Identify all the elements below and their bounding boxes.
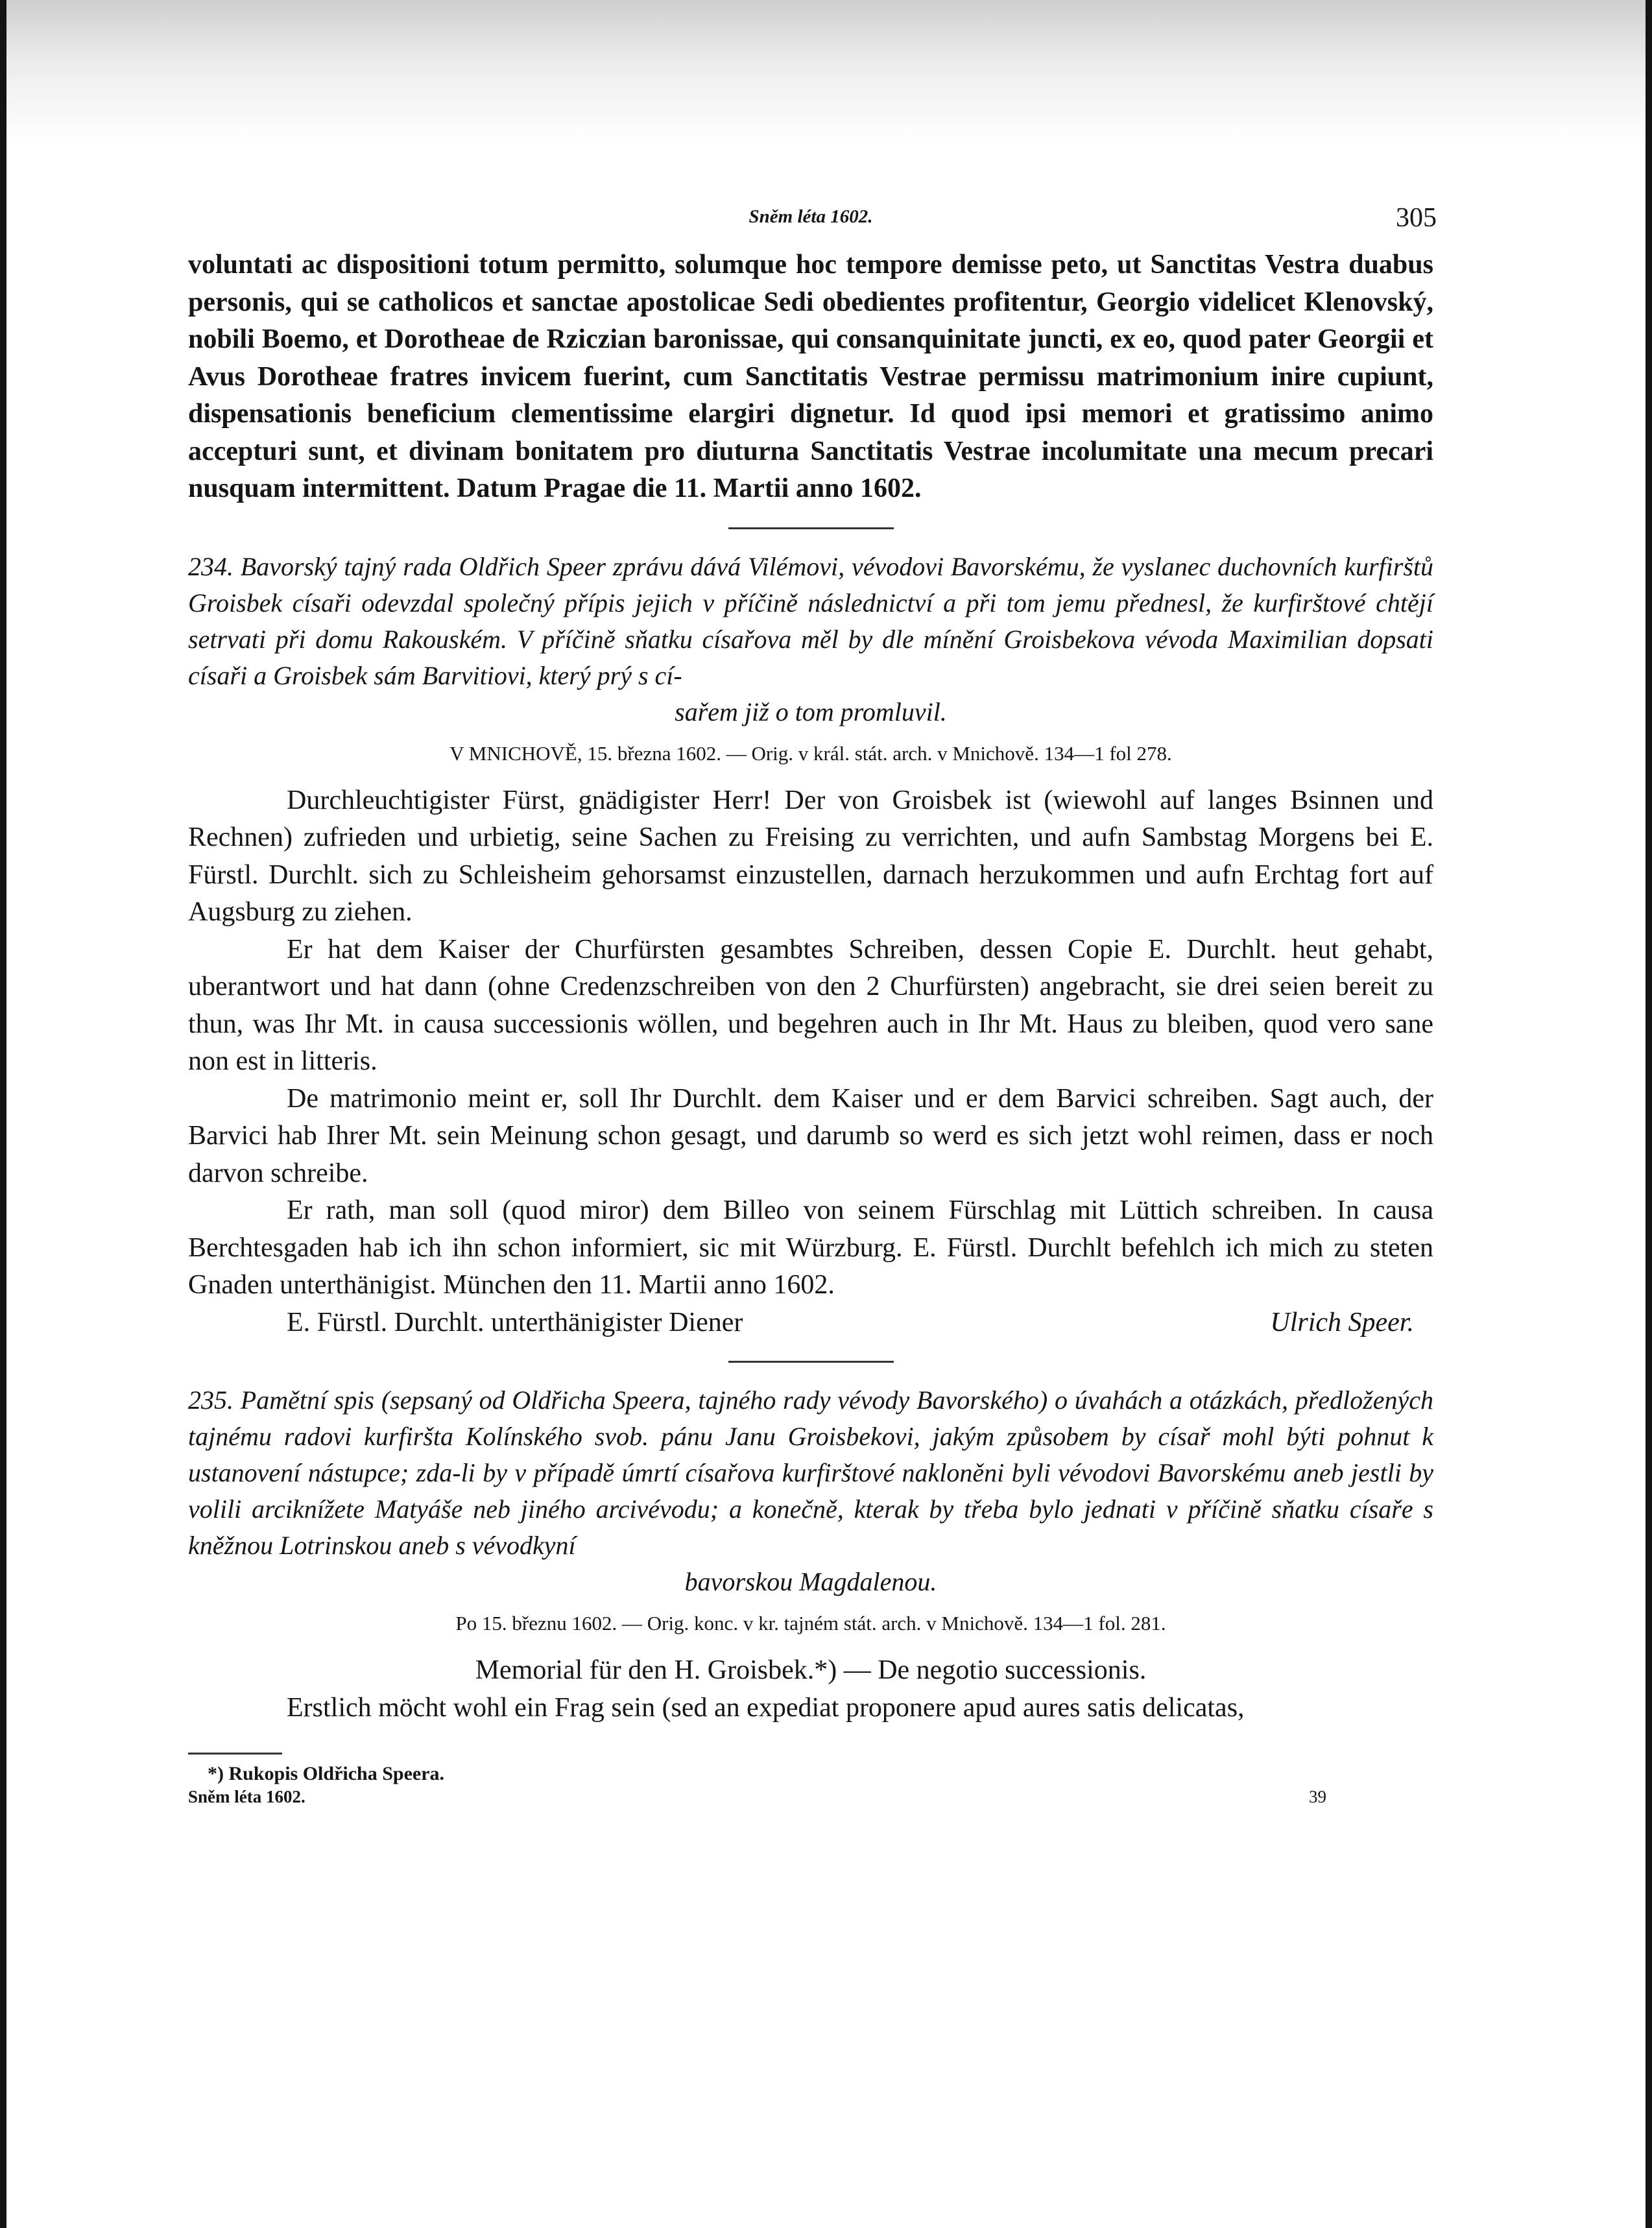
footer-sheet-number: 39 (1309, 1787, 1326, 1806)
doc234-paragraph-4: Er rath, man soll (quod miror) dem Billeo von seinem Fürschlag mit Lüttich schreiben. In causa Berchtesgaden hab ich ihn schon informiert, sic mit Würzburg. E. Fürstl. Durchlt befehlch ich mich zu steten Gnaden unterthänigist. München den 11. Martii anno 1602. (188, 1195, 1433, 1300)
footnote: *) Rukopis Oldřicha Speera. (208, 1763, 445, 1784)
doc234-paragraph-2: Er hat dem Kaiser der Churfürsten gesambtes Schreiben, dessen Copie E. Durchlt. heut gehabt, uberantwort und hat dann (ohne Credenzschreiben von den 2 Churfürsten) angebracht, sie drei seien bereit zu thun, was Ihr Mt. in causa successionis wöllen, und begehren auch in Ihr Mt. Haus zu bleiben, quod vero sane non est in litteris. (188, 934, 1433, 1076)
scan-edge-right (1646, 0, 1652, 2228)
scan-shadow-top (6, 0, 1646, 143)
page-footer (188, 1787, 1433, 1813)
doc235-source-note: Po 15. březnu 1602. — Orig. konc. v kr. tajném stát. arch. v Mnichově. 134—1 fol. 281. (455, 1612, 1166, 1635)
footer-signature-title: Sněm léta 1602. (188, 1787, 305, 1806)
running-title: Sněm léta 1602. (748, 206, 873, 227)
doc235-memorial-title: Memorial für den H. Groisbek.*) — De negotio successionis. (475, 1655, 1147, 1685)
doc234-heading-last-line: sařem již o tom promluvil. (675, 697, 947, 726)
continuation-paragraph: voluntati ac dispositioni totum permitto, solumque hoc tempore demisse peto, ut Sanctitas Vestra duabus personis, qui se catholicos et sanctae apostolicae Sedi obedientes profitentur, Georgio videlicet Klenovský, nobili Boemo, et Dorotheae de Rziczian baronissae, qui consanquinitate juncti, ex eo, quod pater Georgii et Avus Dorotheae fratres invicem fuerint, cum Sanctitatis Vestrae permissu matrimonium inire cupiunt, dispensationis beneficium clementissime elargiri dignetur. Id quod ipsi memori et gratissimo animo accepturi sunt, et divinam bonitatem pro diuturna Sanctitatis Vestrae incolumitate una mecum precari nusquam intermittent. Datum Pragae die 11. Martii anno 1602. (188, 250, 1433, 503)
page-number: 305 (1396, 203, 1437, 233)
section-separator (728, 527, 894, 529)
footnote-rule (188, 1753, 282, 1755)
doc234-signature-row (188, 1304, 1433, 1342)
page (188, 195, 1437, 1813)
doc234-heading: 234. Bavorský tajný rada Oldřich Speer zprávu dává Vilémovi, vévodovi Bavorskému, že vyslanec duchovních kurfirštů Groisbek císaři odevzdal společný přípis jejich v příčině následnictví a při tom jemu přednesl, že kurfirštové chtějí setrvati při domu Rakouském. V příčině sňatku císařova měl by dle mínění Groisbekova vévoda Maximilian dopsati císaři a Groisbek sám Barvitiovi, který prý s cí- (188, 551, 1433, 690)
doc235-heading-last-line: bavorskou Magdalenou. (684, 1567, 937, 1596)
doc235-heading: 235. Pamětní spis (sepsaný od Oldřicha Speera, tajného rady vévody Bavorského) o úvahách a otázkách, předložených tajnému radovi kurfiršta Kolínského svob. pánu Janu Groisbekovi, jakým způsobem by císař mohl býti pohnut k ustanovení nástupce; zda-li by v případě úmrtí císařova kurfirštové nakloněni byli vévodovi Bavorskému aneb jestli by volili arciknížete Matyáše neb jiného arcivévodu; a konečně, kterak by třeba bylo jednati v příčině sňatku císaře s kněžnou Lotrinskou aneb s vévodkyní (188, 1385, 1433, 1560)
doc234-paragraph-1: Durchleuchtigister Fürst, gnädigister Herr! Der von Groisbek ist (wiewohl auf langes Bsinnen und Rechnen) zufrieden und urbietig, seine Sachen zu Freising zu verrichten, und aufn Sambstag Morgens bei E. Fürstl. Durchlt. sich zu Schleisheim gehorsamst einzustellen, darnach herzukommen und aufn Erchtag fort auf Augsburg zu ziehen. (188, 785, 1433, 927)
document-235 (188, 1382, 1433, 1727)
doc234-closing: E. Fürstl. Durchlt. unterthänigister Diener (287, 1307, 743, 1337)
document-234 (188, 549, 1433, 1342)
doc234-paragraph-3: De matrimonio meint er, soll Ihr Durchlt. dem Kaiser und er dem Barvici schreiben. Sagt auch, der Barvici hab Ihrer Mt. sein Meinung schon gesagt, und darumb so werd es sich jetzt wohl reimen, dass er noch darvon schreibe. (188, 1083, 1433, 1188)
doc235-paragraph-1: Erstlich möcht wohl ein Frag sein (sed an expediat proponere apud aures satis delicatas, (287, 1692, 1245, 1723)
scan-edge-left (0, 0, 6, 2228)
page-header (188, 195, 1437, 246)
doc234-source-note: V MNICHOVĚ, 15. března 1602. — Orig. v král. stát. arch. v Mnichově. 134—1 fol 278. (449, 741, 1172, 765)
section-separator (728, 1361, 894, 1363)
doc234-signature: Ulrich Speer. (1270, 1307, 1414, 1337)
